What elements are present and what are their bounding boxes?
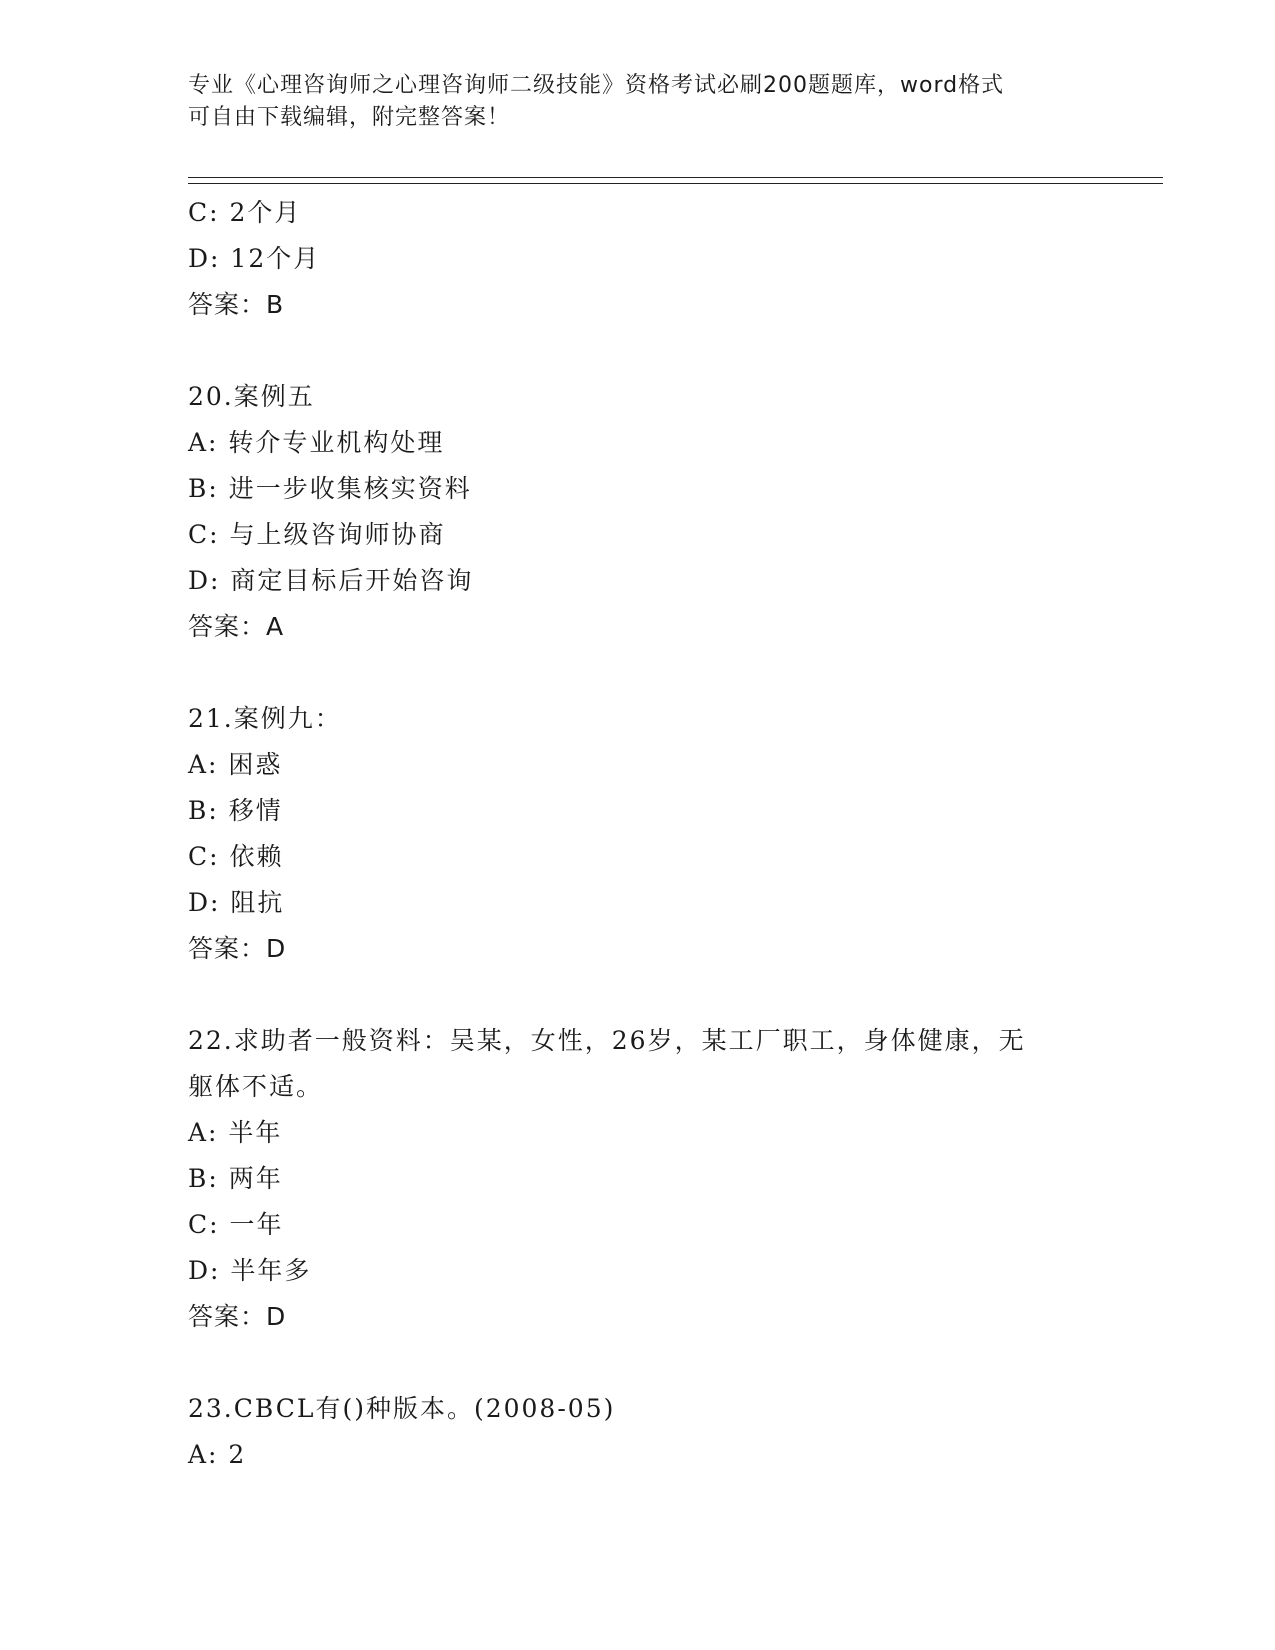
answer-line: 答案：B [188,290,285,319]
option-line: D: 阻抗 [188,888,285,917]
block-spacer [188,328,1148,374]
option-line: A: 困惑 [188,750,283,779]
option-line: B: 两年 [188,1164,283,1193]
block-spacer [188,972,1148,1018]
option-line: B: 移情 [188,796,283,825]
option-line: D: 半年多 [188,1256,312,1285]
block-spacer [188,650,1148,696]
option-line: B: 进一步收集核实资料 [188,474,472,503]
answer-line: 答案：D [188,934,287,963]
question-block [188,696,1148,972]
header-title-line-1: 专业《心理咨询师之心理咨询师二级技能》资格考试必刷200题题库，word格式 [188,73,1005,98]
header-title-line-2: 可自由下载编辑，附完整答案！ [188,105,511,130]
question-block [188,190,1148,328]
option-line: A: 2 [188,1440,247,1469]
question-block [188,1386,1148,1478]
question-text: 22.求助者一般资料：吴某，女性，26岁，某工厂职工，身体健康，无 [188,1026,1026,1055]
question-text: 20.案例五 [188,382,315,411]
question-block [188,374,1148,650]
header-divider-bottom [188,183,1163,184]
block-spacer [188,1340,1148,1386]
option-line: D: 12个月 [188,244,321,273]
question-text: 23.CBCL有()种版本。(2008-05) [188,1394,616,1423]
question-text: 躯体不适。 [188,1072,324,1101]
option-line: C: 2个月 [188,198,302,227]
option-line: C: 与上级咨询师协商 [188,520,446,549]
question-list [188,190,1148,1478]
document-header [188,70,1088,134]
option-line: D: 商定目标后开始咨询 [188,566,474,595]
header-divider-top [188,177,1163,178]
answer-line: 答案：D [188,1302,287,1331]
question-block [188,1018,1148,1340]
option-line: C: 依赖 [188,842,284,871]
option-line: A: 半年 [188,1118,283,1147]
option-line: C: 一年 [188,1210,284,1239]
answer-line: 答案：A [188,612,285,641]
question-text: 21.案例九： [188,704,342,733]
option-line: A: 转介专业机构处理 [188,428,445,457]
